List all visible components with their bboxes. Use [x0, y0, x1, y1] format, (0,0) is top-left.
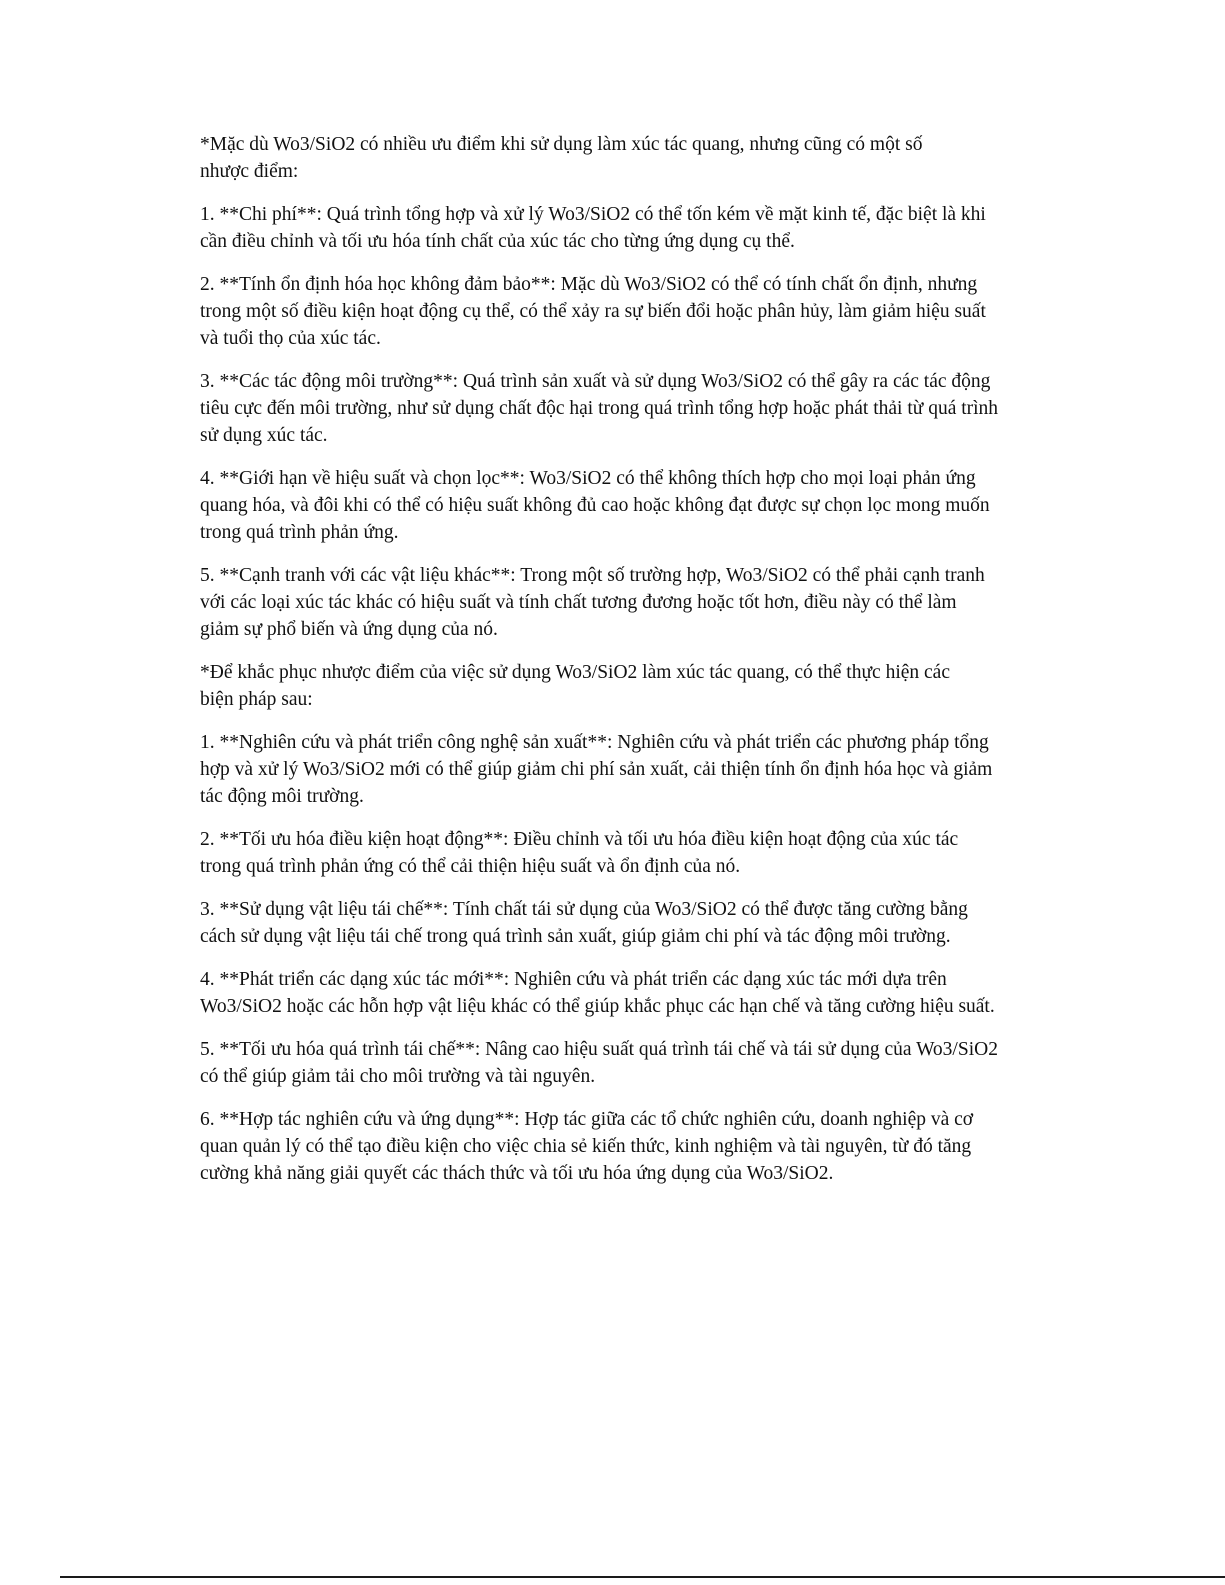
solution-item-1: 1. **Nghiên cứu và phát triển công nghệ sản xuất**: Nghiên cứu và phát triển các phương pháp tổng hợp và xử lý Wo3/SiO2 mới có thể giúp giảm chi phí sản xuất, cải thiện tính ổn định hóa học và giảm tác động môi trường. [200, 732, 993, 807]
disadvantage-item-4: 4. **Giới hạn về hiệu suất và chọn lọc**: Wo3/SiO2 có thể không thích hợp cho mọi loại phản ứng quang hóa, và đôi khi có thể có hiệu suất không đủ cao hoặc không đạt được sự chọn lọc mong muốn trong quá trình phản ứng. [200, 468, 990, 543]
solution-item-3: 3. **Sử dụng vật liệu tái chế**: Tính chất tái sử dụng của Wo3/SiO2 có thể được tăng cường bằng cách sử dụng vật liệu tái chế trong quá trình sản xuất, giúp giảm chi phí và tác động môi trường. [200, 899, 968, 947]
document-body [200, 131, 1050, 1203]
disadvantage-item-1: 1. **Chi phí**: Quá trình tổng hợp và xử lý Wo3/SiO2 có thể tốn kém về mặt kinh tế, đặc biệt là khi cần điều chỉnh và tối ưu hóa tính chất của xúc tác cho từng ứng dụng cụ thể. [200, 204, 986, 252]
intro-disadvantages: *Mặc dù Wo3/SiO2 có nhiều ưu điểm khi sử dụng làm xúc tác quang, nhưng cũng có một số nhược điểm: [200, 134, 923, 182]
disadvantage-item-2: 2. **Tính ổn định hóa học không đảm bảo**: Mặc dù Wo3/SiO2 có thể có tính chất ổn định, nhưng trong một số điều kiện hoạt động cụ thể, có thể xảy ra sự biến đổi hoặc phân hủy, làm giảm hiệu suất và tuổi thọ của xúc tác. [200, 274, 986, 349]
page-bottom-rule [60, 1576, 1225, 1578]
disadvantage-item-3: 3. **Các tác động môi trường**: Quá trình sản xuất và sử dụng Wo3/SiO2 có thể gây ra các tác động tiêu cực đến môi trường, như sử dụng chất độc hại trong quá trình tổng hợp hoặc phát thải từ quá trình sử dụng xúc tác. [200, 371, 999, 446]
solution-item-5: 5. **Tối ưu hóa quá trình tái chế**: Nâng cao hiệu suất quá trình tái chế và tái sử dụng của Wo3/SiO2 có thể giúp giảm tải cho môi trường và tài nguyên. [200, 1039, 998, 1087]
disadvantage-item-5: 5. **Cạnh tranh với các vật liệu khác**: Trong một số trường hợp, Wo3/SiO2 có thể phải cạnh tranh với các loại xúc tác khác có hiệu suất và tính chất tương đương hoặc tốt hơn, điều này có thể làm giảm sự phổ biến và ứng dụng của nó. [200, 565, 985, 640]
intro-solutions: *Để khắc phục nhược điểm của việc sử dụng Wo3/SiO2 làm xúc tác quang, có thể thực hiện các biện pháp sau: [200, 662, 950, 710]
solution-item-6: 6. **Hợp tác nghiên cứu và ứng dụng**: Hợp tác giữa các tổ chức nghiên cứu, doanh nghiệp và cơ quan quản lý có thể tạo điều kiện cho việc chia sẻ kiến thức, kinh nghiệm và tài nguyên, từ đó tăng cường khả năng giải quyết các thách thức và tối ưu hóa ứng dụng của Wo3/SiO2. [200, 1109, 974, 1184]
solution-item-2: 2. **Tối ưu hóa điều kiện hoạt động**: Điều chỉnh và tối ưu hóa điều kiện hoạt động của xúc tác trong quá trình phản ứng có thể cải thiện hiệu suất và ổn định của nó. [200, 829, 959, 877]
solution-item-4: 4. **Phát triển các dạng xúc tác mới**: Nghiên cứu và phát triển các dạng xúc tác mới dựa trên Wo3/SiO2 hoặc các hỗn hợp vật liệu khác có thể giúp khắc phục các hạn chế và tăng cường hiệu suất. [200, 969, 995, 1017]
